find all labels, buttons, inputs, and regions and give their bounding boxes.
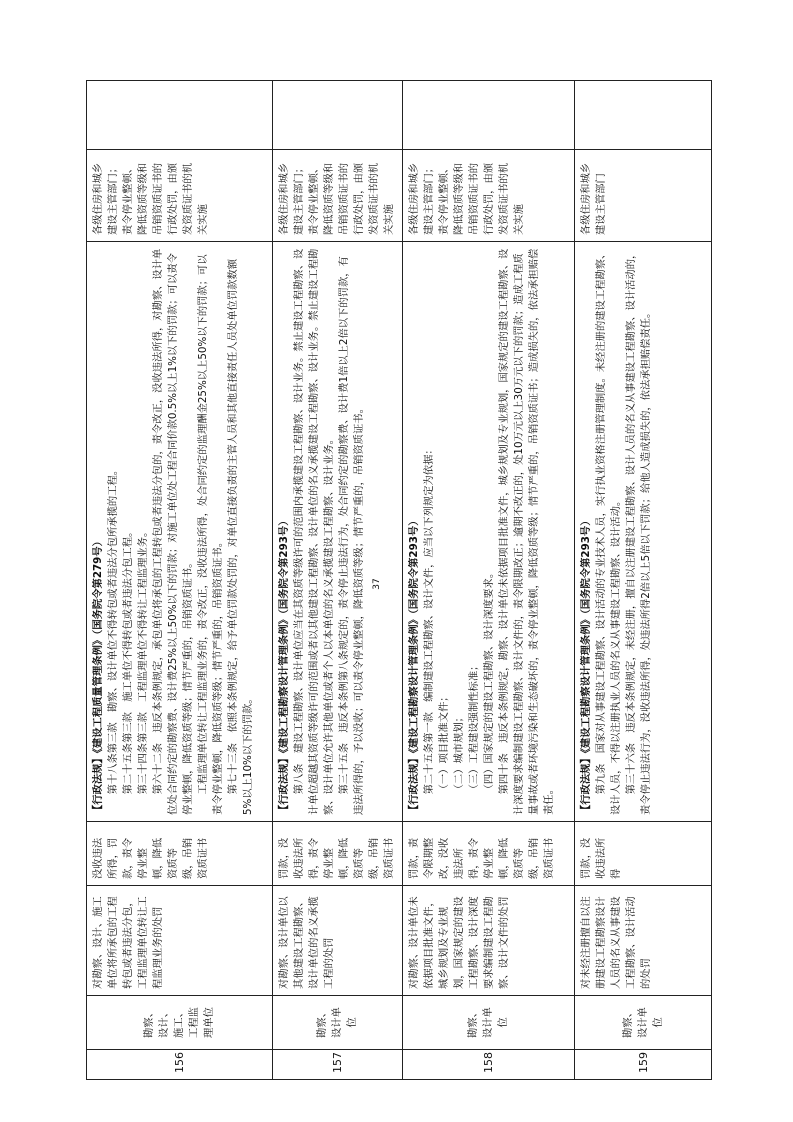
legal-basis-cell: [87, 242, 273, 822]
blank-cell: [403, 81, 575, 150]
row-number: 157: [273, 1050, 403, 1080]
legal-basis-cell: [273, 242, 403, 822]
blank-cell: [87, 81, 273, 150]
penalty-type-cell: 没收违法所得，罚款，责令停业整顿，降低资质等级，吊销资质证书: [87, 822, 273, 886]
table-row: [87, 81, 273, 1080]
rotated-table-container: [86, 80, 711, 1080]
row-number: 159: [575, 1050, 712, 1080]
legal-basis-paragraph: 工程监理单位转让工程监理业务的，责令改正，没收违法所得，处合同约定的监理酬金25%以上50%以下的罚款；可以责令停业整顿，降低资质等级；情节严重的，吊销资质证书。: [197, 254, 224, 815]
row-number: 156: [87, 1050, 273, 1080]
legal-basis-paragraph: 第九条 国家对从事建设工程勘察、设计活动的专业技术人员，实行执业资格注册管理制度。未经注册的建设工程勘察、设计人员，不得以注册执业人员的名义从事建设工程勘察、设计活动。: [595, 248, 622, 815]
penalty-type-cell: 罚款，没收违法所得: [575, 822, 712, 886]
table-row: [575, 81, 712, 1080]
department-cell: 各级住房和城乡建设主管部门；责令停业整顿、降低资质等级和吊销资质证书的行政处罚，由颁发资质证书的机关实施: [273, 150, 403, 242]
page-number: 37: [372, 578, 382, 590]
department-cell: 各级住房和城乡建设主管部门；责令停业整顿、降低资质等级和吊销资质证书的行政处罚，由颁发资质证书的机关实施: [403, 150, 575, 242]
subject-cell: 勘察、设计单位: [575, 996, 712, 1050]
legal-basis-paragraph: 第二十五条第三款 施工单位不得转包或者违法分包工程。: [122, 526, 134, 795]
subject-cell: 勘察、设计单位: [273, 996, 403, 1050]
legal-basis-heading: 【行政法规】《建设工程勘察设计管理条例》（国务院令第293号）: [580, 515, 592, 815]
blank-cell: [575, 81, 712, 150]
legal-basis-paragraph: 第三十五条 违反本条例第八条规定的，责令停止违法行为，处合同约定的勘察费、设计费1倍以上2倍以下的罚款，有违法所得的，予以没收；可以责令停业整顿，降低资质等级；情节严重的，吊销资质证书。: [338, 256, 365, 815]
legal-basis-paragraph: 第三十四条第三款 工程监理单位不得转让工程监理业务。: [137, 526, 149, 795]
legal-basis-paragraph: 第二十五条第一款 编制建设工程勘察、设计文件，应当以下列规定为依据：: [423, 444, 435, 795]
behavior-cell: 对勘察、设计、施工单位将所承包的工程转包或者违法分包，工程监理单位转让工程监理业务的处罚: [87, 886, 273, 996]
legal-basis-heading: 【行政法规】《建设工程勘察设计管理条例》（国务院令第293号）: [278, 515, 290, 815]
department-cell: 各级住房和城乡建设主管部门；责令停业整顿、降低资质等级和吊销资质证书的行政处罚，由颁发资质证书的机关实施: [87, 150, 273, 242]
legal-basis-heading: 【行政法规】《建设工程勘察设计管理条例》（国务院令第293号）: [408, 515, 420, 815]
penalty-type-cell: 罚款，责令限期整改，没收违法所得，责令停业整顿，降低资质等级，吊销资质证书: [403, 822, 575, 886]
legal-basis-cell: [403, 242, 575, 822]
behavior-cell: 对未经注册擅自以注册建设工程勘察设计人员的名义从事建设工程勘察、设计活动的处罚: [575, 886, 712, 996]
behavior-cell: 对勘察、设计单位以其他建设工程勘察、设计单位的名义承揽工程的处罚: [273, 886, 403, 996]
legal-basis-paragraph: 第四十条 违反本条例规定，勘察、设计单位未依据项目批准文件，城乡规划及专业规划，国家规定的建设工程勘察、设计深度要求编制建设工程勘察、设计文件的，责令限期改正；逾期不改正的，处10万元以上30万元以下的罚款；造成工程质量事故或者环境污染和生态破坏的，责令停业整顿，降低资质等级；情节严重的，吊销资质证书；造成损失的，依法承担赔偿责任。: [498, 248, 555, 815]
legal-basis-paragraph: 第十八条第三款 勘察、设计单位不得转包或者违法分包所承揽的工程。: [107, 464, 119, 795]
legal-basis-cell: [575, 242, 712, 822]
table-row: [403, 81, 575, 1080]
subject-cell: 勘察、设计单位: [403, 996, 575, 1050]
legal-basis-paragraph: 第八条 建设工程勘察、设计单位应当在其资质等级许可的范围内承揽建设工程勘察、设计业务。禁止建设工程勘察、设计单位超越其资质等级许可的范围或者以其他建设工程勘察、设计单位的名义承揽建设工程勘察、设计业务。禁止建设工程勘察、设计单位允许其他单位或者个人以本单位的名义承揽建设工程勘察、设计业务。: [293, 248, 335, 815]
legal-basis-paragraph: （三）工程建设强制性标准；: [468, 660, 480, 795]
legal-basis-paragraph: （四）国家规定的建设工程勘察、设计深度要求。: [483, 567, 495, 795]
legal-basis-paragraph: （二）城市规划；: [453, 712, 465, 795]
legal-basis-paragraph: （一）项目批准文件；: [438, 691, 450, 795]
legal-basis-paragraph: 第三十六条 违反本条例规定，未经注册，擅自以注册建设工程勘察、设计人员的名义从事建设工程勘察、设计活动的，责令停止违法行为，没收违法所得，处违法所得2倍以上5倍以下罚款；给他人造成损失的，依法承担赔偿责任。: [625, 248, 652, 815]
legal-basis-paragraph: 第六十二条 违反本条例规定，承包单位将承包的工程转包或者违法分包的，责令改正，没收违法所得，对勘察、设计单位处合同约定的勘察费、设计费25%以上50%以下的罚款；对施工单位处工程合同价款0.5%以上1%以下的罚款；可以责令停业整顿，降低资质等级；情节严重的，吊销资质证书。: [152, 248, 194, 815]
penalty-type-cell: 罚款，没收违法所得，责令停业整顿，降低资质等级，吊销资质证书: [273, 822, 403, 886]
table-body: [87, 81, 712, 1080]
behavior-cell: 对勘察、设计单位未依据项目批准文件，城乡规划及专业规划，国家规定的建设工程勘察、设计深度要求编制建设工程勘察、设计文件的处罚: [403, 886, 575, 996]
legal-basis-paragraph: 第七十三条 依照本条例规定，给予单位罚款处罚的，对单位直接负责的主管人员和其他直接责任人员处单位罚款数额5%以上10%以下的罚款。: [227, 258, 254, 815]
blank-cell: [273, 81, 403, 150]
subject-cell: 勘察、设计、施工、工程监理单位: [87, 996, 273, 1050]
penalty-table: [86, 80, 712, 1080]
legal-basis-heading: 【行政法规】《建设工程质量管理条例》（国务院令第279号）: [92, 536, 104, 815]
row-number: 158: [403, 1050, 575, 1080]
department-cell: 各级住房和城乡建设主管部门: [575, 150, 712, 242]
